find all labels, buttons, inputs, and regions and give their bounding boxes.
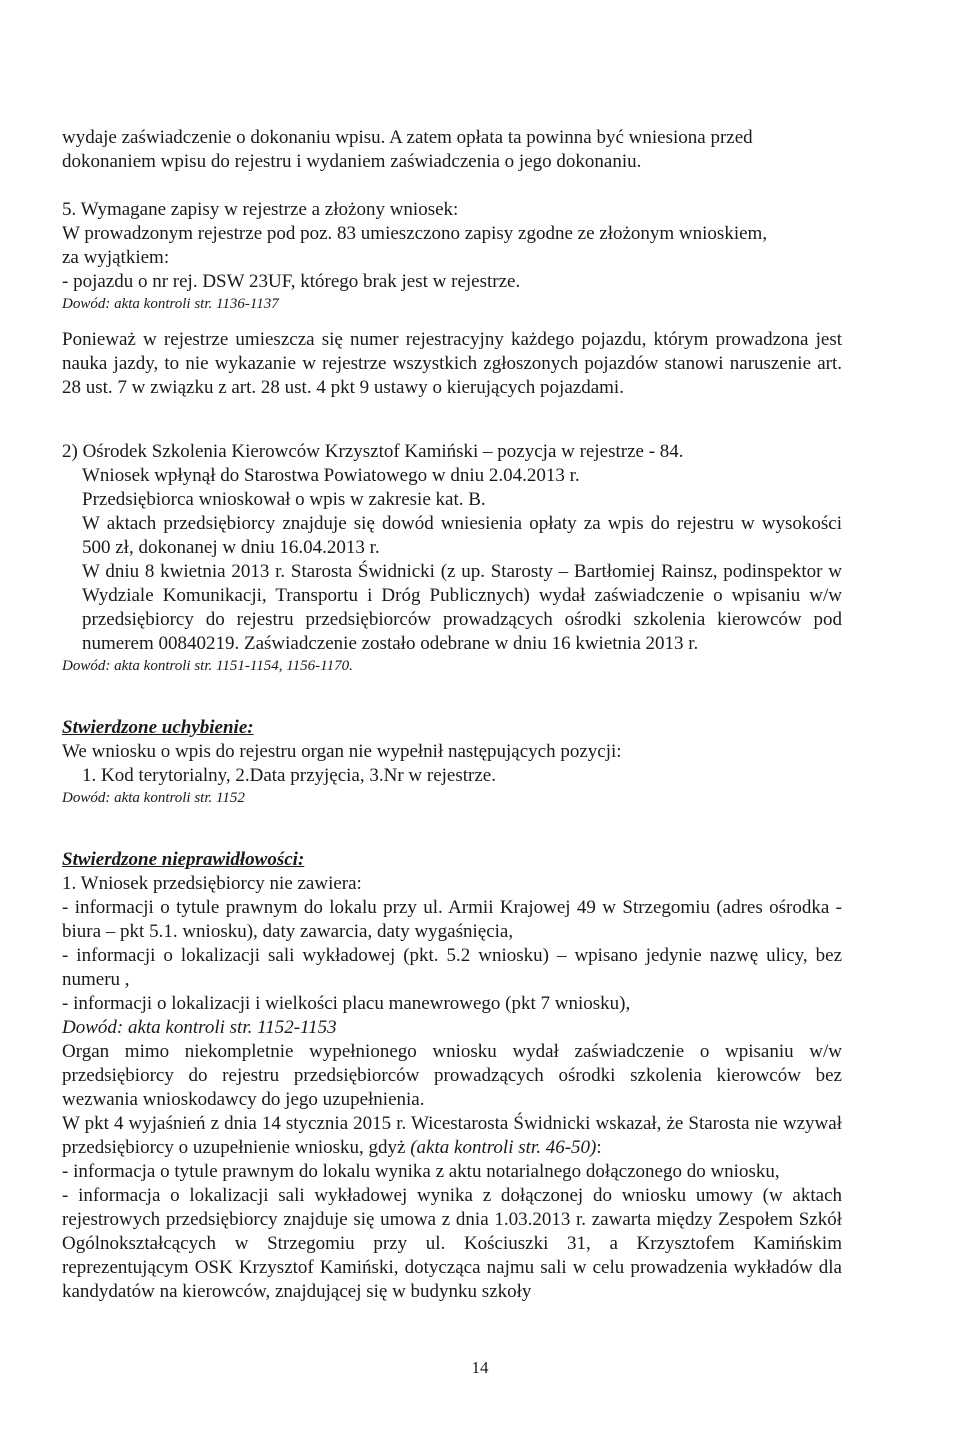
paragraph: W aktach przedsiębiorcy znajduje się dowód wniesienia opłaty za wpis do rejestru w wysokości 500 zł, dokonanej w dniu 16.04.2013 r. — [82, 513, 842, 558]
paragraph-line: 1. Wniosek przedsiębiorcy nie zawiera: — [62, 873, 362, 894]
intro-line: wydaje zaświadczenie o dokonaniu wpisu. A zatem opłata ta powinna być wniesiona przed — [62, 127, 753, 148]
list-item: 1. Kod terytorialny, 2.Data przyjęcia, 3.Nr w rejestrze. — [82, 765, 496, 786]
evidence-note: Dowód: akta kontroli str. 1152-1153 — [62, 1017, 337, 1038]
evidence-note: Dowód: akta kontroli str. 1136-1137 — [62, 296, 279, 312]
paragraph-line: We wniosku o wpis do rejestru organ nie wypełnił następujących pozycji: — [62, 741, 622, 762]
document-page — [62, 126, 842, 1304]
paragraph-line: W prowadzonym rejestrze pod poz. 83 umieszczono zapisy zgodne ze złożonym wnioskiem, — [62, 223, 768, 244]
paragraph-line: - pojazdu o nr rej. DSW 23UF, którego brak jest w rejestrze. — [62, 271, 521, 292]
paragraph-line: Wniosek wpłynął do Starostwa Powiatowego w dniu 2.04.2013 r. — [82, 465, 580, 486]
paragraph-text: W pkt 4 wyjaśnień z dnia 14 stycznia 2015 r. Wicestarosta Świdnicki wskazał, że Starosta nie wzywał przedsiębiorcy o uzupełnienie wniosku, gdyż — [62, 1113, 842, 1158]
page-number: 14 — [471, 1358, 489, 1377]
paragraph: Organ mimo niekompletnie wypełnionego wniosku wydał zaświadczenie o wpisaniu w/w przedsiębiorcy do rejestru przedsiębiorców prowadzących ośrodki szkolenia kierowców bez wezwania wnioskodawcy do jego uzupełnienia. — [62, 1041, 842, 1110]
evidence-reference: (akta kontroli str. 46-50) — [410, 1137, 597, 1158]
evidence-note: Dowód: akta kontroli str. 1152 — [62, 790, 245, 806]
paragraph: W dniu 8 kwietnia 2013 r. Starosta Świdnicki (z up. Starosty – Bartłomiej Rainsz, podinspektor w Wydziale Komunikacji, Transportu i Dróg Publicznych) wydał zaświadczenie o wpisaniu w/w przedsiębiorcy do rejestru przedsiębiorców prowadzących ośrodki szkolenia kierowców pod numerem 00840219. Zaświadczenie zostało odebrane w dniu 16 kwietnia 2013 r. — [82, 561, 842, 654]
paragraph — [62, 1112, 842, 1160]
intro-line: dokonaniem wpisu do rejestru i wydaniem zaświadczenia o jego dokonaniu. — [62, 151, 642, 172]
list-item: - informacja o tytule prawnym do lokalu wynika z aktu notarialnego dołączonego do wniosku, — [62, 1161, 780, 1182]
paragraph: Ponieważ w rejestrze umieszcza się numer rejestracyjny każdego pojazdu, którym prowadzona jest nauka jazdy, to nie wykazanie w rejestrze wszystkich zgłoszonych pojazdów stanowi naruszenie art. 28 ust. 7 w związku z art. 28 ust. 4 pkt 9 ustawy o kierujących pojazdami. — [62, 329, 842, 398]
section-title: 5. Wymagane zapisy w rejestrze a złożony wniosek: — [62, 199, 459, 220]
section-heading: Stwierdzone uchybienie: — [62, 717, 254, 738]
paragraph-line: za wyjątkiem: — [62, 247, 170, 268]
section-title: 2) Ośrodek Szkolenia Kierowców Krzysztof Kamiński – pozycja w rejestrze - 84. — [62, 441, 684, 462]
paragraph-line: Przedsiębiorca wnioskował o wpis w zakresie kat. B. — [82, 489, 486, 510]
list-item: - informacji o tytule prawnym do lokalu przy ul. Armii Krajowej 49 w Strzegomiu (adres ośrodka -biura – pkt 5.1. wniosku), daty zawarcia, daty wygaśnięcia, — [62, 897, 842, 942]
list-item: - informacji o lokalizacji i wielkości placu manewrowego (pkt 7 wniosku), — [62, 993, 631, 1014]
list-item: - informacja o lokalizacji sali wykładowej wynika z dołączonej do wniosku umowy (w aktach rejestrowych przedsiębiorcy znajduje się umowa z dnia 1.03.2013 r. zawarta między Zespołem Szkół Ogólnokształcących w Strzegomiu przy ul. Kościuszki 31, a Krzysztofem Kamińskim reprezentującym OSK Krzysztof Kamiński, dotycząca najmu sali w celu prowadzenia wykładów dla kandydatów na kierowców, znajdującej się w budynku szkoły — [62, 1185, 842, 1302]
evidence-note: Dowód: akta kontroli str. 1151-1154, 1156-1170. — [62, 658, 353, 674]
section-heading: Stwierdzone nieprawidłowości: — [62, 849, 305, 870]
paragraph-text: : — [596, 1137, 602, 1158]
list-item: - informacji o lokalizacji sali wykładowej (pkt. 5.2 wniosku) – wpisano jedynie nazwę ulicy, bez numeru , — [62, 945, 842, 990]
